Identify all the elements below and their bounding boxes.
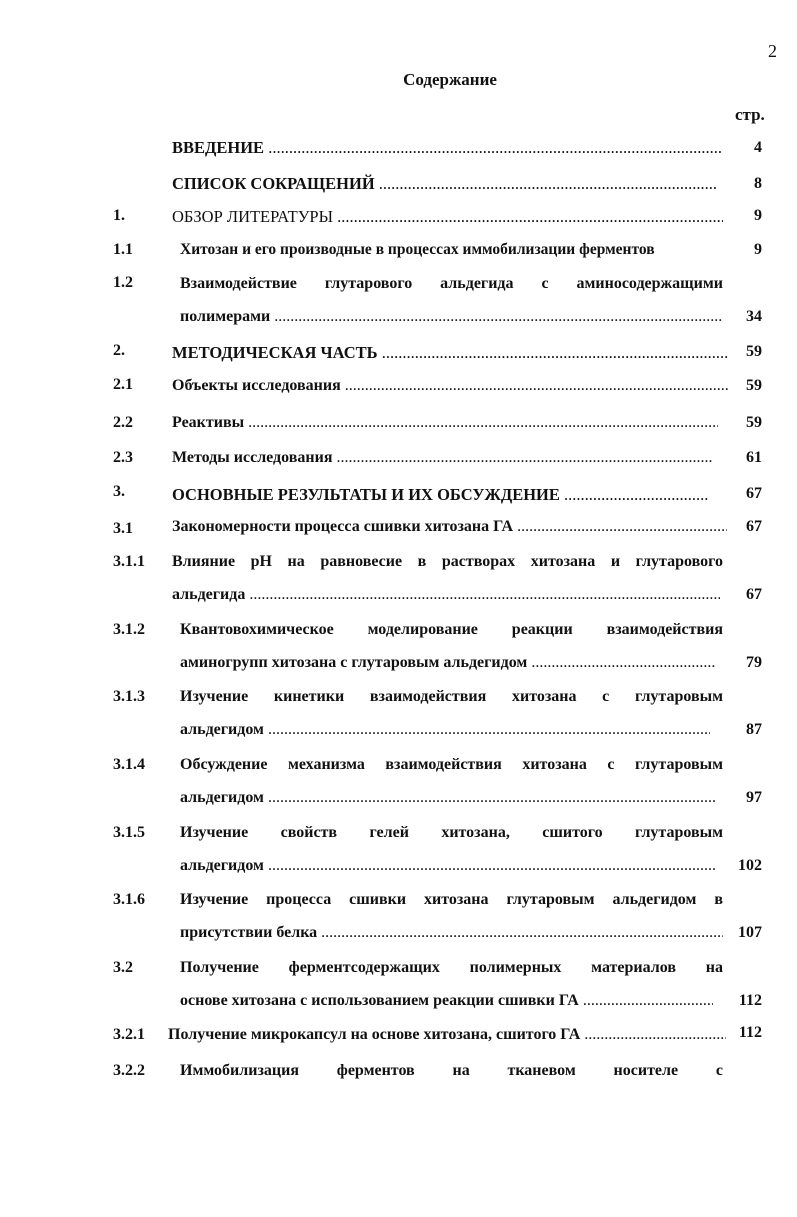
page-title: Содержание [403, 70, 497, 89]
toc-entry-page: 34 [746, 308, 762, 325]
toc-entry-number: 3.1.1 [113, 553, 145, 570]
toc-entry-title: Методы исследования ..... [172, 449, 712, 467]
toc-entry-title: ОСНОВНЫЕ РЕЗУЛЬТАТЫ И ИХ ОБСУЖДЕНИЕ ..... [172, 485, 708, 505]
toc-entry-page: 112 [738, 1024, 762, 1041]
toc-entry-title-cont: альдегидом ..... [180, 857, 715, 875]
toc-entry-title: Получение микрокапсул на основе хитозана, сшитого ГА ..... [168, 1026, 726, 1044]
toc-entry-title: Изучение процесса сшивки хитозана глутаровым альдегидом в [180, 891, 723, 908]
toc-entry-number: 1.2 [113, 274, 133, 291]
toc-entry-page: 59 [746, 377, 762, 394]
toc-entry-title: Влияние рН на равновесие в растворах хитозана и глутарового [172, 553, 723, 570]
toc-entry-number: 2.2 [113, 414, 133, 431]
toc-entry-page: 9 [754, 207, 762, 224]
toc-entry-page: 112 [738, 992, 762, 1009]
toc-entry-title-cont: альдегида ..... [172, 586, 720, 604]
toc-entry-number: 3.2.2 [113, 1062, 145, 1079]
toc-entry-page: 59 [746, 414, 762, 431]
toc-entry-number: 3.1.5 [113, 824, 145, 841]
toc-entry-page: 97 [746, 789, 762, 806]
toc-entry-title-cont: присутствии белка ..... [180, 924, 723, 942]
toc-entry-page: 79 [746, 654, 762, 671]
toc-entry-title: Хитозан и его производные в процессах иммобилизации ферментов [180, 241, 655, 258]
toc-entry-number: 2.1 [113, 376, 133, 393]
toc-entry-page: 102 [738, 857, 762, 874]
toc-entry-page: 4 [754, 139, 762, 156]
toc-entry-title: Иммобилизация ферментов на тканевом носителе с [180, 1062, 723, 1079]
toc-entry-number: 3.1 [113, 520, 133, 537]
toc-entry-title: Закономерности процесса сшивки хитозана ГА ..... [172, 518, 727, 536]
toc-entry-page: 67 [746, 485, 762, 502]
toc-entry-number: 3.2 [113, 959, 133, 976]
toc-entry-number: 1.1 [113, 241, 133, 258]
toc-entry-title: Изучение кинетики взаимодействия хитозана с глутаровым [180, 688, 723, 705]
toc-entry-number: 3.1.3 [113, 688, 145, 705]
toc-entry-title: Обсуждение механизма взаимодействия хитозана с глутаровым [180, 756, 723, 773]
toc-entry-title: Квантовохимическое моделирование реакции взаимодействия [180, 621, 723, 638]
toc-entry-title: ОБЗОР ЛИТЕРАТУРЫ ..... [172, 207, 723, 227]
toc-entry-page: 9 [754, 241, 762, 258]
toc-entry-number: 2.3 [113, 449, 133, 466]
toc-entry-page: 87 [746, 721, 762, 738]
toc-entry-title: Объекты исследования ..... [172, 377, 728, 395]
toc-entry-title: МЕТОДИЧЕСКАЯ ЧАСТЬ ..... [172, 343, 728, 363]
toc-entry-number: 2. [113, 342, 125, 359]
toc-entry-number: 3.1.4 [113, 756, 145, 773]
toc-entry-title-cont: основе хитозана с использованием реакции сшивки ГА ..... [180, 992, 713, 1010]
toc-entry-number: 3.1.6 [113, 891, 145, 908]
toc-entry-page: 67 [746, 518, 762, 535]
toc-entry-title: Взаимодействие глутарового альдегида с аминосодержащими [180, 275, 723, 292]
toc-entry-title: Реактивы ..... [172, 414, 718, 432]
page-number: 2 [768, 41, 777, 61]
toc-entry-number: 3.2.1 [113, 1026, 145, 1043]
toc-entry-page: 107 [738, 924, 762, 941]
toc-entry-title-cont: альдегидом ..... [180, 721, 710, 739]
toc-entry-title: СПИСОК СОКРАЩЕНИЙ ..... [172, 174, 717, 194]
toc-entry-page: 67 [746, 586, 762, 603]
toc-entry-number: 3.1.2 [113, 621, 145, 638]
toc-entry-title-cont: аминогрупп хитозана с глутаровым альдегидом ..... [180, 654, 715, 672]
toc-entry-page: 59 [746, 343, 762, 360]
toc-entry-page: 61 [746, 449, 762, 466]
toc-entry-number: 1. [113, 207, 125, 224]
toc-entry-page: 8 [754, 175, 762, 192]
toc-entry-number: 3. [113, 483, 125, 500]
toc-entry-title-cont: полимерами ..... [180, 308, 723, 326]
toc-entry-title: ВВЕДЕНИЕ ..... [172, 138, 723, 158]
toc-entry-title: Изучение свойств гелей хитозана, сшитого глутаровым [180, 824, 723, 841]
page-column-label: стр. [735, 105, 765, 124]
toc-entry-title: Получение ферментсодержащих полимерных материалов на [180, 959, 723, 976]
toc-entry-title-cont: альдегидом ..... [180, 789, 715, 807]
